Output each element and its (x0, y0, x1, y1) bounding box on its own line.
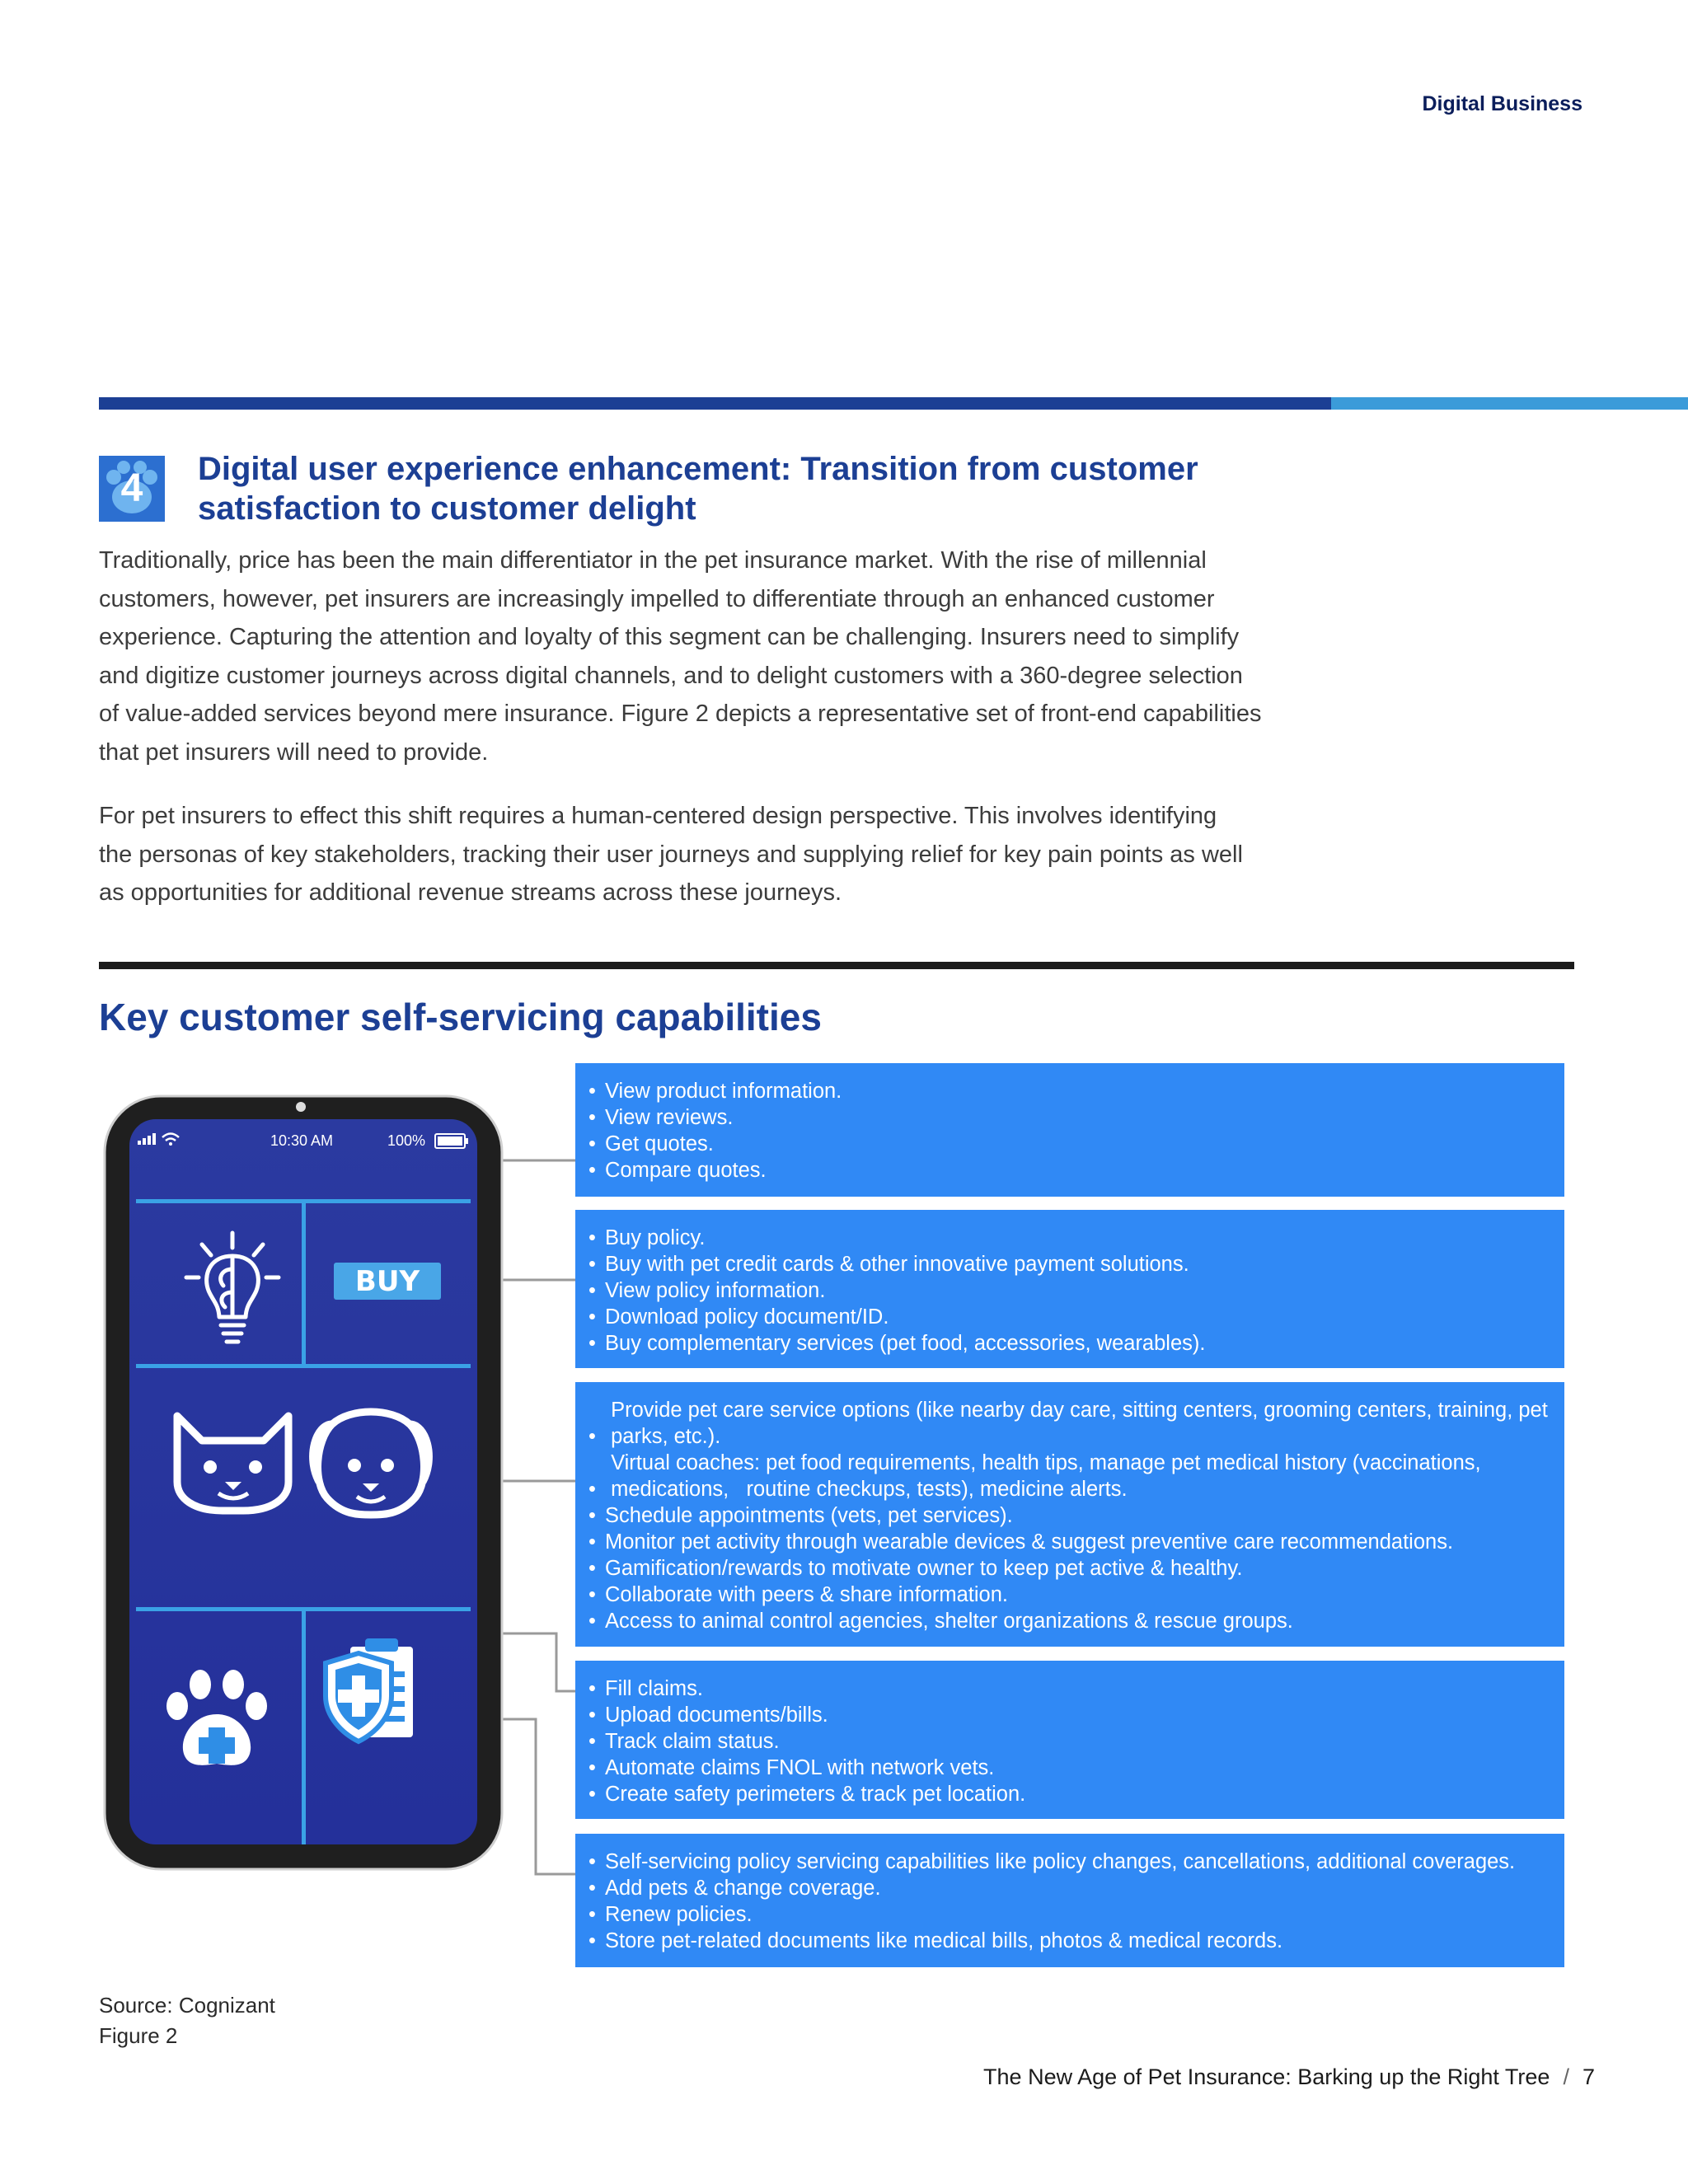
capability-item: • View reviews. (588, 1104, 1548, 1131)
capability-item: • Upload documents/bills. (588, 1702, 1548, 1728)
text-line: and digitize customer journeys across digital channels, and to delight customers with a 360-degree selection (99, 662, 1243, 689)
section-title-line: Digital user experience enhancement: Transition from customer (198, 451, 1198, 487)
status-time: 10:30 AM (270, 1132, 334, 1149)
text-line: customers, however, pet insurers are increasingly impelled to differentiate through an enhanced customer (99, 585, 1215, 612)
capability-item: • View product information. (588, 1078, 1548, 1104)
phone-camera (296, 1102, 306, 1112)
text-line: experience. Capturing the attention and loyalty of this segment can be challenging. Insurers need to simplify (99, 624, 1240, 650)
text-line: that pet insurers will need to provide. (99, 738, 489, 766)
page-number: 7 (1582, 2064, 1595, 2089)
phone-illustration (103, 1094, 504, 1871)
section-number: 4 (120, 466, 143, 510)
text-line: as opportunities for additional revenue streams across these journeys. (99, 879, 842, 906)
capability-item: • Store pet-related documents like medical bills, photos & medical records. (588, 1928, 1548, 1954)
footer-title: The New Age of Pet Insurance: Barking up the Right Tree (983, 2064, 1550, 2089)
capability-item: • Get quotes. (588, 1131, 1548, 1157)
footer-separator: / (1563, 2064, 1569, 2089)
capability-item-text: Provide pet care service options (like nearby day care, sitting centers, grooming centers, training, pet parks, etc.). (611, 1399, 1548, 1448)
capability-item: • Self-servicing policy servicing capabilities like policy changes, cancellations, additional coverages. (588, 1849, 1548, 1875)
capability-item: • Monitor pet activity through wearable devices & suggest preventive care recommendations. (588, 1529, 1548, 1555)
capability-item: • Fill claims. (588, 1675, 1548, 1702)
capability-item: • Schedule appointments (vets, pet services). (588, 1502, 1548, 1529)
header-section-label: Digital Business (1422, 92, 1582, 115)
capability-item: • Automate claims FNOL with network vets. (588, 1755, 1548, 1781)
page-footer (983, 2064, 1595, 2090)
capability-item: • Collaborate with peers & share information. (588, 1582, 1548, 1608)
figure-caption: Figure 2 (99, 2023, 178, 2048)
capability-item: • Buy policy. (588, 1225, 1548, 1251)
section-title-line: satisfaction to customer delight (198, 490, 696, 527)
capability-item: • Download policy document/ID. (588, 1304, 1548, 1330)
status-battery-text: 100% (387, 1132, 426, 1149)
source-text: Source: Cognizant (99, 1993, 275, 2018)
text-line: the personas of key stakeholders, tracking their user journeys and supplying relief for key pain points as well (99, 841, 1243, 868)
capability-item: • Access to animal control agencies, shelter organizations & rescue groups. (588, 1608, 1548, 1634)
buy-button (334, 1263, 441, 1300)
buy-button-label: BUY (354, 1265, 420, 1298)
capability-item: • Buy complementary services (pet food, accessories, wearables). (588, 1330, 1548, 1357)
capability-item: • Add pets & change coverage. (588, 1875, 1548, 1901)
figure-source (99, 1990, 275, 2051)
figure-title: Key customer self-servicing capabilities (99, 996, 822, 1038)
capability-item: • Buy with pet credit cards & other innovative payment solutions. (588, 1251, 1548, 1277)
capability-item: • Track claim status. (588, 1728, 1548, 1755)
capability-item: • View policy information. (588, 1277, 1548, 1304)
capability-item-text: Virtual coaches: pet food requirements, health tips, manage pet medical history (vaccinations, medications, routine checkups, tests), medicine alerts. (611, 1451, 1487, 1501)
capability-item: • Gamification/rewards to motivate owner to keep pet active & healthy. (588, 1555, 1548, 1582)
text-line: For pet insurers to effect this shift requires a human-centered design perspective. This involves identifying (99, 803, 1217, 829)
text-line: Traditionally, price has been the main differentiator in the pet insurance market. With the rise of millennial (99, 547, 1207, 574)
capability-item: • Compare quotes. (588, 1157, 1548, 1183)
capability-item: • Create safety perimeters & track pet location. (588, 1781, 1548, 1807)
capability-item: • Renew policies. (588, 1901, 1548, 1928)
text-line: of value-added services beyond mere insurance. Figure 2 depicts a representative set of front-end capabilities (99, 701, 1262, 727)
